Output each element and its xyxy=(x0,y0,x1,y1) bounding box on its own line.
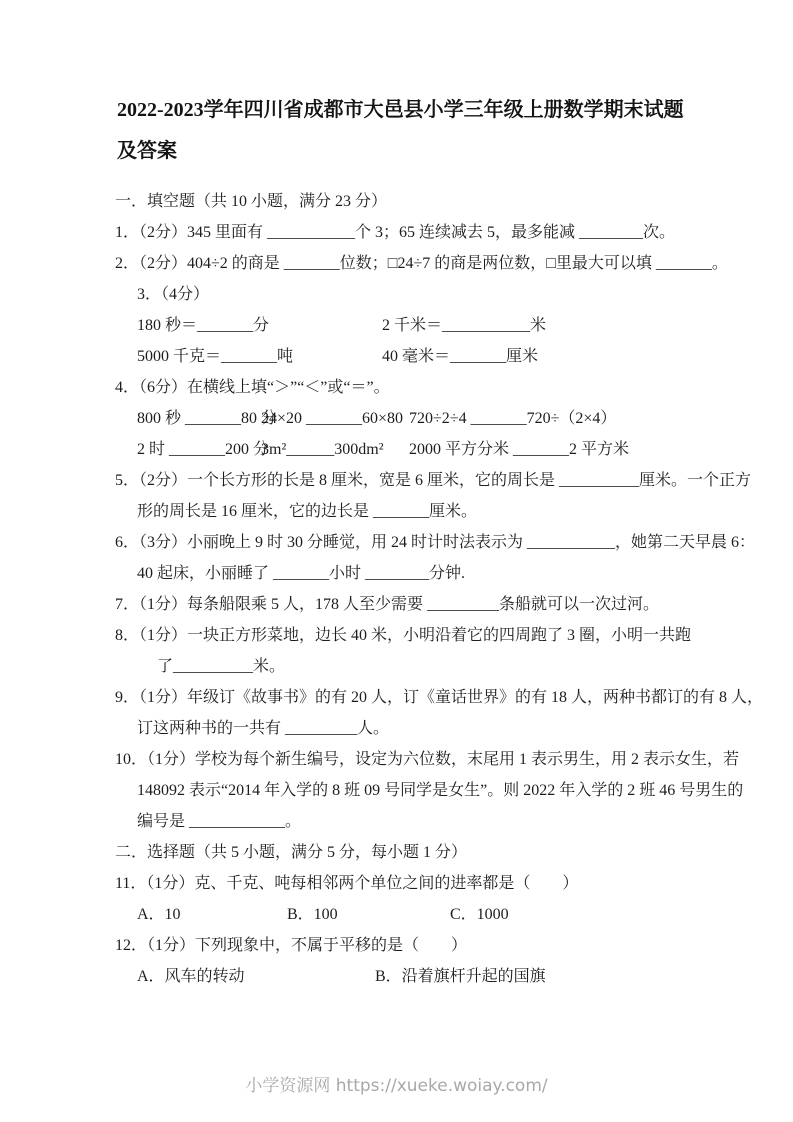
question-7: 7．（1分）每条船限乘 5 人，178 人至少需要 _________条船就可以一次过河。 xyxy=(115,596,660,613)
question-4-label: 4．（6分）在横线上填“＞”“＜”或“＝”。 xyxy=(115,379,390,396)
section1-header: 一．填空题（共 10 小题，满分 23 分） xyxy=(115,193,388,210)
question-1: 1．（2分）345 里面有 ___________个 3；65 连续减去 5，最多能减 ________次。 xyxy=(115,224,676,241)
question-11-options xyxy=(115,899,698,930)
question-8-line-1: 8．（1分）一块正方形菜地，边长 40 米，小明沿着它的四周跑了 3 圈，小明一共跑 xyxy=(115,627,692,644)
exam-body xyxy=(0,174,793,992)
question-6-line-2: 40 起床，小丽睡了 _______小时 ________分钟. xyxy=(137,565,466,582)
footer-watermark: 小学资源网 https://xueke.woiay.com/ xyxy=(245,1076,548,1096)
question-3-label: 3．（4分） xyxy=(137,286,210,303)
question-4-item-5: 3m²______300dm² xyxy=(261,441,384,458)
question-4-row-2 xyxy=(115,434,698,465)
question-5-line-2: 形的周长是 16 厘米，它的边长是 _______厘米。 xyxy=(137,503,478,520)
question-12: 12．（1分）下列现象中，不属于平移的是（ ） xyxy=(115,937,468,954)
page-title: 2022-2023学年四川省成都市大邑县小学三年级上册数学期末试题及答案 xyxy=(117,99,684,162)
question-4-item-2: 24×20 _______60×80 xyxy=(261,410,404,427)
question-12-option-b: B．沿着旗杆升起的国旗 xyxy=(375,968,546,985)
question-4-item-3: 720÷2÷4 _______720÷（2×4） xyxy=(409,410,617,427)
question-3-item-4: 40 毫米＝_______厘米 xyxy=(382,348,539,365)
question-4-item-4: 2 时 _______200 分 xyxy=(137,441,270,458)
question-12-option-a: A．风车的转动 xyxy=(137,968,245,985)
question-11-option-c: C．1000 xyxy=(450,906,509,923)
question-10-line-2: 148092 表示“2014 年入学的 8 班 09 号同学是女生”。则 2022 年入学的 2 班 46 号男生的 xyxy=(137,782,744,799)
question-3-item-1: 180 秒＝_______分 xyxy=(137,317,270,334)
question-4-item-1: 800 秒 _______80 分 xyxy=(137,410,278,427)
question-6-line-1: 6．（3分）小丽晚上 9 时 30 分睡觉，用 24 时计时法表示为 ___________，她第二天早晨 6： xyxy=(115,534,756,551)
question-10-line-3: 编号是 ____________。 xyxy=(137,813,302,830)
question-10-line-1: 10．（1分）学校为每个新生编号，设定为六位数，末尾用 1 表示男生，用 2 表示女生，若 xyxy=(115,751,740,768)
question-5-line-1: 5．（2分）一个长方形的长是 8 厘米，宽是 6 厘米，它的周长是 __________厘米。一个正方 xyxy=(115,472,752,489)
question-4-item-6: 2000 平方分米 _______2 平方米 xyxy=(409,441,630,458)
question-8-line-2: 了__________米。 xyxy=(157,658,286,675)
question-2: 2．（2分）404÷2 的商是 _______位数；□24÷7 的商是两位数，□里最大可以填 _______。 xyxy=(115,255,728,272)
question-11-option-b: B．100 xyxy=(287,906,338,923)
question-4-row-1 xyxy=(115,403,698,434)
question-3-row-2 xyxy=(115,341,698,372)
question-11-option-a: A．10 xyxy=(137,906,181,923)
question-3-row-1 xyxy=(115,310,698,341)
question-12-options xyxy=(115,961,698,992)
question-9-line-1: 9．（1分）年级订《故事书》的有 20 人，订《童话世界》的有 18 人，两种书都订的有 8 人， xyxy=(115,689,764,706)
question-3-item-2: 2 千米＝___________米 xyxy=(382,317,547,334)
question-3-item-3: 5000 千克＝_______吨 xyxy=(137,348,294,365)
question-9-line-2: 订这两种书的一共有 _________人。 xyxy=(137,720,390,737)
question-11: 11．（1分）克、千克、吨每相邻两个单位之间的进率都是（ ） xyxy=(115,875,579,892)
section2-header: 二．选择题（共 5 小题，满分 5 分，每小题 1 分） xyxy=(115,844,468,861)
